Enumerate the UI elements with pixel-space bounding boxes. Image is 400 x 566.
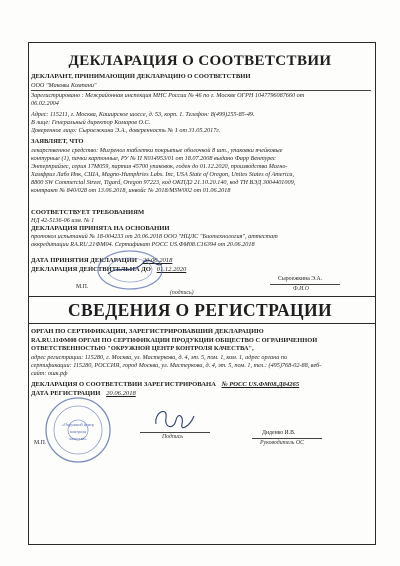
svg-text:контроля: контроля	[69, 429, 87, 434]
valid-date: 01.12.2020	[156, 266, 187, 273]
signature-caption: (подпись)	[170, 290, 194, 296]
organ-address-line: сайт: ошк.рф	[31, 370, 68, 377]
signature-caption: Подпись	[162, 434, 183, 440]
registration-number-row	[31, 381, 371, 389]
statement-line: лекарственное средство: Мигренол таблетки покрытые оболочкой 8 шт., упаковки ячейковые	[31, 147, 283, 154]
registration-date-label: ДАТА РЕГИСТРАЦИИ	[31, 390, 101, 397]
accepted-date: 20.06.2018	[142, 257, 173, 264]
signer-name: Сыроежкина Э.А.	[278, 276, 323, 282]
rule	[252, 438, 322, 439]
accepted-date-row	[31, 257, 371, 265]
valid-label: ДЕКЛАРАЦИЯ ДЕЙСТВИТЕЛЬНА ДО	[31, 266, 151, 273]
statement-line: Энтерпрайзес, серия 17М059, партия 45700 упаковок, годен до 01.12.2020, производства Магно-	[31, 163, 288, 170]
organ-line: RA.RU.11ФМ08 ОРГАН ПО СЕРТИФИКАЦИИ ПРОДУКЦИИ ОБЩЕСТВО С ОГРАНИЧЕННОЙ	[31, 337, 318, 344]
svg-text:«Окружной центр: «Окружной центр	[61, 422, 95, 427]
certification-seal-image	[44, 396, 112, 464]
head-signature-image	[150, 402, 198, 436]
accepted-label: ДАТА ПРИНЯТИЯ ДЕКЛАРАЦИИ	[31, 257, 138, 264]
declarant-trustee: Доверенное лицо: Сыроежкина Э.А., доверенность № 1 от 31.05.2017г.	[31, 127, 221, 134]
head-caption: Руководитель ОС	[260, 440, 304, 446]
seal-mark: М.П.	[76, 284, 89, 290]
declarant-header: ДЕКЛАРАНТ, ПРИНИМАЮЩИЙ ДЕКЛАРАЦИЮ О СООТВЕТСТВИИ	[31, 73, 251, 80]
organ-line: ОТВЕТСТВЕННОСТЬЮ "ОКРУЖНОЙ ЦЕНТР КОНТРОЛЯ КАЧЕСТВА",	[31, 345, 254, 352]
statement-line: контракт № 840/028 от 13.06.2018, инвойс № 2018/MSW002 от 01.06.2018	[31, 187, 231, 194]
conformity-value: НД 42-5136-06 изм. № 1	[31, 217, 95, 224]
organ-address-line: адрес регистрации: 115280, г. Москва, ул. Мастеркова, д. 4, эт. 5, пом. 1, ком. 1, адрес органа по	[31, 354, 288, 361]
seal-mark: М.П.	[34, 440, 47, 446]
company-seal-image	[92, 250, 166, 290]
basis-line: аккредитации RA.RU.21ФМ04. Сертификат РОСС US.ФМ08.C16394 от 20.06.2018	[31, 241, 255, 248]
signer-caption: Ф.И.О	[293, 286, 309, 292]
registration-title: СВЕДЕНИЯ О РЕГИСТРАЦИИ	[67, 300, 333, 320]
declaration-title: ДЕКЛАРАЦИЯ О СООТВЕТСТВИИ	[68, 53, 332, 69]
section-divider	[28, 296, 376, 297]
registration-label: ДЕКЛАРАЦИЯ О СООТВЕТСТВИИ ЗАРЕГИСТРИРОВАНА	[31, 381, 216, 388]
conformity-header: СООТВЕТСТВУЕТ ТРЕБОВАНИЯМ	[31, 209, 145, 216]
organ-header: ОРГАН ПО СЕРТИФИКАЦИИ, ЗАРЕГИСТРИРОВАВШИЙ ДЕКЛАРАЦИЮ	[31, 328, 264, 335]
section-divider	[28, 323, 376, 324]
statement-line: 8800 SW Commercial Street, Tigard, Oregon 97223, код ОКПД2 21.10.20.140, код ТН ВЭД 3004401009,	[31, 179, 296, 186]
svg-text:качества»: качества»	[69, 436, 87, 441]
basis-header: ДЕКЛАРАЦИЯ ПРИНЯТА НА ОСНОВАНИИ	[31, 225, 170, 232]
basis-line: протокол испытаний № 18-004233 от 20.06.2018 ООО "НЦЛС "Биотехнология", аттестат	[31, 233, 278, 240]
declarant-name: ООО "Маковы Компани"	[31, 82, 97, 89]
head-name: Диденко И.В.	[262, 430, 296, 436]
organ-address-line: сертификации: 115280, РОССИЯ, город Москва, ул. Мастеркова, д. 4, эт. 5, пом. 1, тел.: (495)768-02-88, веб-	[31, 362, 322, 369]
statement-line: контурные (1), пачки картонные, РУ № П N014953/01 от 18.07.2008 выдано Фарр Вентурес	[31, 155, 276, 162]
rule	[270, 284, 340, 285]
rule	[140, 432, 210, 433]
declarant-director: В лице: Генеральный директор Комаров О.С.	[31, 119, 151, 126]
declarant-address: Адрес: 115211, г. Москва, Каширское шоссе, д. 53, корп. 1. Телефон: 8(499)255-85-49.	[31, 111, 255, 118]
valid-date-row	[31, 266, 371, 274]
registered-line-1: Зарегистрировано : Межрайонная инспекция МНС России № 46 по г. Москве ОГРН 1047796087660 от	[31, 92, 305, 99]
rule	[31, 90, 371, 91]
statement-header: ЗАЯВЛЯЕТ, ЧТО	[31, 138, 84, 145]
registration-date: 20.06.2018	[106, 390, 136, 397]
registered-line-2: 06.02.2004	[31, 100, 59, 107]
statement-line: Хамфриз Лабз Инк, США, Magno-Humphries Labs. Inc, USA State of Oregon, Unites States of America,	[31, 171, 294, 178]
registration-number: № РОСС US.ФМ08.Д84265	[221, 381, 300, 388]
